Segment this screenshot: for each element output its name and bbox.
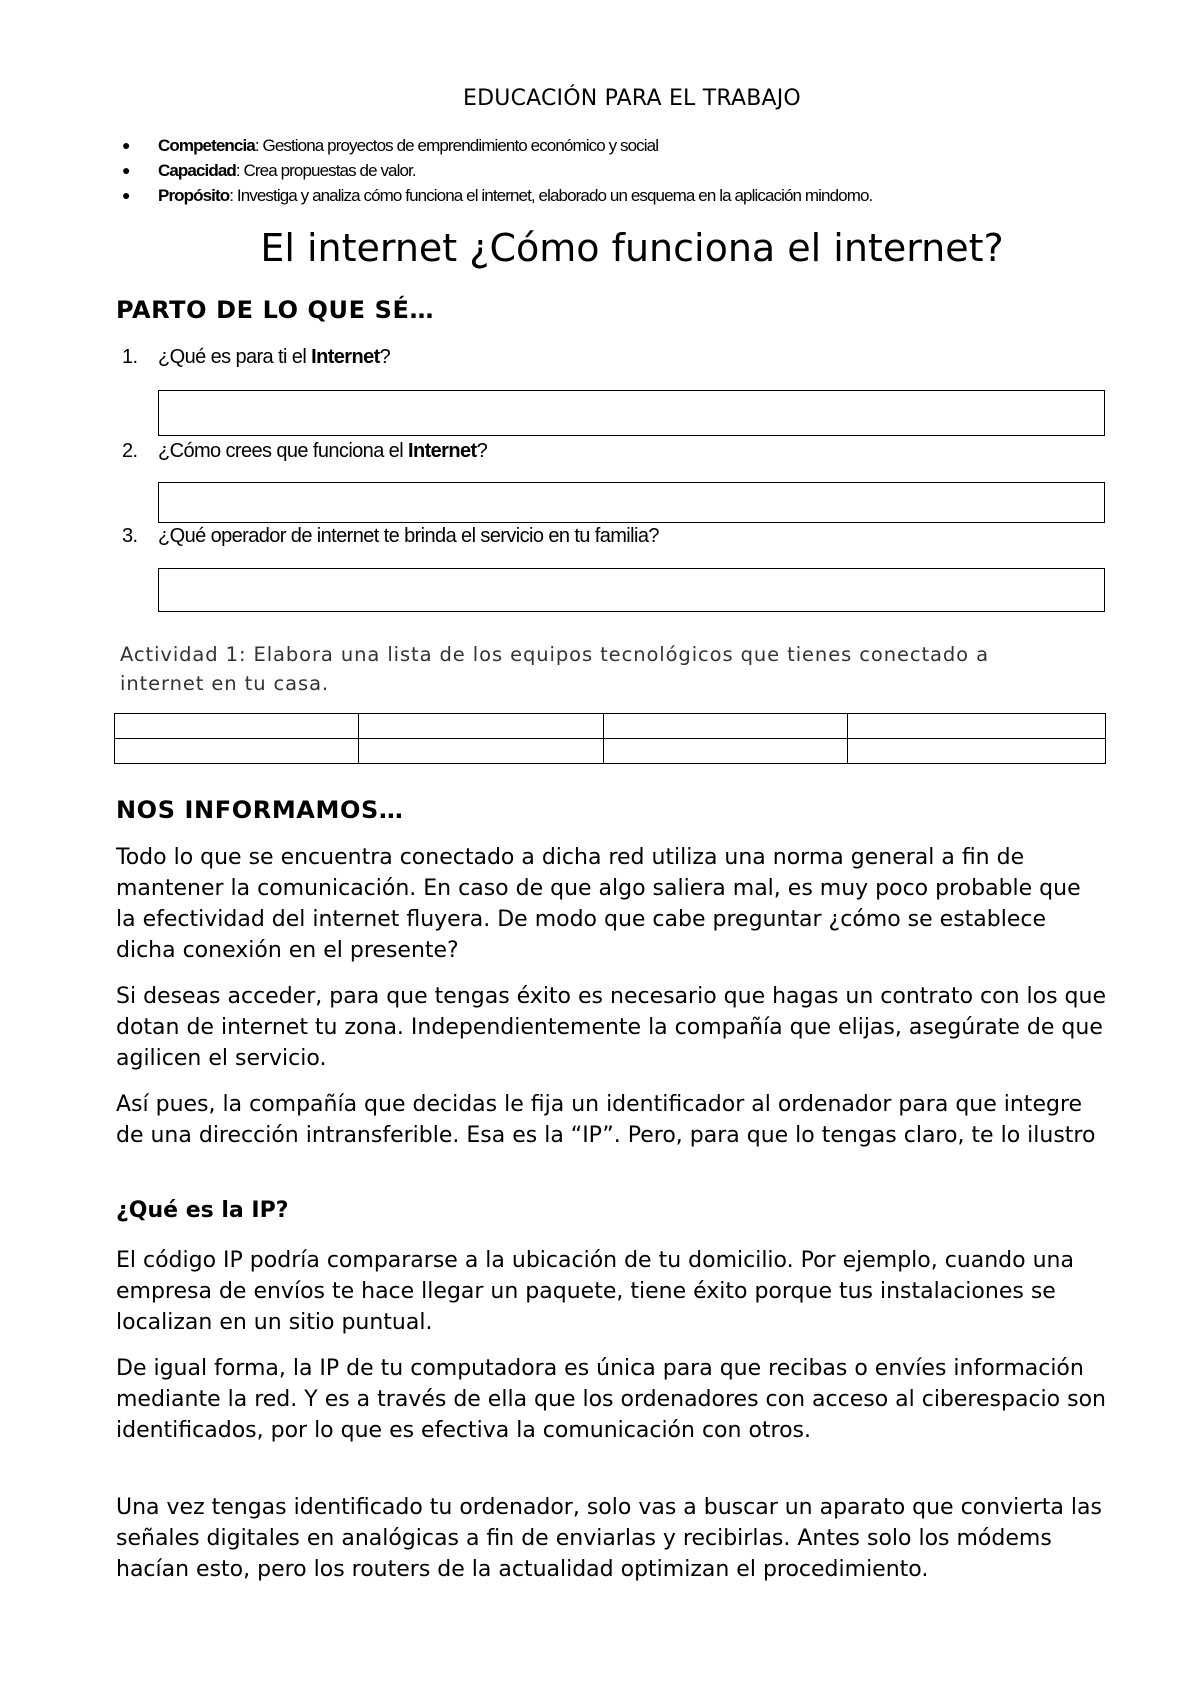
table-cell[interactable] [847,739,1105,764]
question-number: 2. [122,440,138,462]
table-row [115,739,1106,764]
question-number: 1. [122,346,138,368]
answer-box-1[interactable] [158,390,1105,436]
question-bold: Internet [408,440,477,462]
subject-title: EDUCACIÓN PARA EL TRABAJO [463,86,801,111]
equipment-table [114,713,1106,764]
table-cell[interactable] [359,739,603,764]
bullet-label: Propósito [158,186,230,205]
table-cell[interactable] [359,714,603,739]
list-item [122,158,872,183]
subheading-ip: ¿Qué es la IP? [116,1198,289,1223]
question-bold: Internet [311,346,380,368]
bullet-icon: ● [122,137,130,153]
activity-instructions: Actividad 1: Elabora una lista de los equipos tecnológicos que tienes conectado a internet en tu casa. [120,643,989,695]
page-title: El internet ¿Cómo funciona el internet? [260,226,1004,270]
table-cell[interactable] [603,739,847,764]
question-text: ¿Qué es para ti el [158,346,312,368]
bullet-label: Capacidad [158,161,236,180]
answer-box-3[interactable] [158,568,1105,612]
table-cell[interactable] [115,739,359,764]
objectives-list [122,133,872,208]
table-cell[interactable] [603,714,847,739]
question-number: 3. [122,525,138,547]
bullet-label: Competencia [158,136,255,155]
bullet-text: : Investiga y analiza cómo funciona el internet, elaborado un esquema en la aplicación mindomo. [229,186,873,205]
paragraph: Así pues, la compañía que decidas le fija un identificador al ordenador para que integre de una dirección intransferible. Esa es la “IP”. Pero, para que lo tengas claro, te lo ilustro [116,1092,1096,1148]
question-text: ¿Cómo crees que funciona el [158,440,409,462]
list-item [122,133,872,158]
list-item [122,183,872,208]
question-2 [122,440,487,463]
bullet-text: : Gestiona proyectos de emprendimiento económico y social [254,136,659,155]
bullet-icon: ● [122,162,130,178]
table-cell[interactable] [847,714,1105,739]
paragraph: De igual forma, la IP de tu computadora es única para que recibas o envíes información mediante la red. Y es a través de ella que los ordenadores con acceso al ciberespacio son identificados, por lo que es efectiva la comunicación con otros. [116,1356,1106,1443]
paragraph: El código IP podría compararse a la ubicación de tu domicilio. Por ejemplo, cuando una empresa de envíos te hace llegar un paquete, tiene éxito porque tus instalaciones se localizan en un sitio puntual. [116,1248,1074,1335]
table-row [115,714,1106,739]
question-text: ¿Qué operador de internet te brinda el servicio en tu familia? [158,525,659,547]
paragraph: Una vez tengas identificado tu ordenador, solo vas a buscar un aparato que convierta las señales digitales en analógicas a fin de enviarlas y recibirlas. Antes solo los módems hacían esto, pero los routers de la actualidad optimizan el procedimiento. [116,1495,1102,1582]
paragraph: Si deseas acceder, para que tengas éxito es necesario que hagas un contrato con los que dotan de internet tu zona. Independientemente la compañía que elijas, asegúrate de que agilicen el servicio. [116,984,1106,1071]
bullet-icon: ● [122,187,130,203]
question-1 [122,346,390,369]
question-text-end: ? [476,440,488,462]
paragraph: Todo lo que se encuentra conectado a dicha red utiliza una norma general a fin de mantener la comunicación. En caso de que algo saliera mal, es muy poco probable que la efectividad del internet fluyera. De modo que cabe preguntar ¿cómo se establece dicha conexión en el presente? [116,845,1081,963]
section-heading-information: NOS INFORMAMOS… [116,796,404,824]
table-cell[interactable] [115,714,359,739]
bullet-text: : Crea propuestas de valor. [235,161,416,180]
question-3 [122,525,659,548]
question-text-end: ? [379,346,391,368]
answer-box-2[interactable] [158,482,1105,523]
section-heading-prior-knowledge: PARTO DE LO QUE SÉ… [116,296,435,324]
